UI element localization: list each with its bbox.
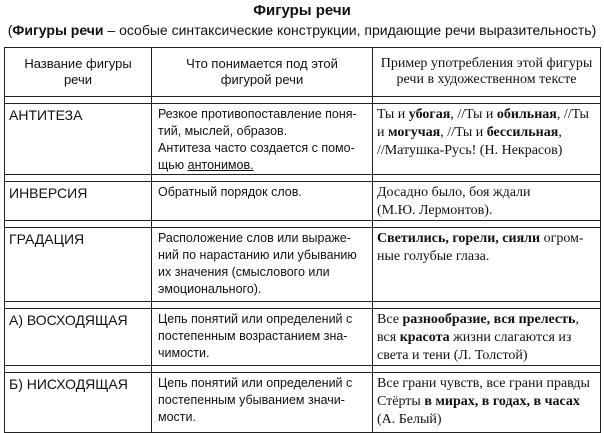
table-row	[5, 373, 601, 433]
header-name-line: Название фигуры	[24, 56, 132, 71]
subtitle-definition: – особые синтаксические конструкции, придающие речи выразительность)	[103, 22, 597, 38]
example-run: и	[377, 125, 388, 140]
example-line	[377, 347, 596, 365]
definition-line: Расположение слов или выраже-	[158, 231, 351, 245]
definition-line: ний по нарастанию или убыванию	[158, 248, 357, 262]
row-name: ГРАДАЦИЯ	[5, 228, 152, 302]
example-run: жизни слагаются из	[449, 330, 572, 345]
example-run: (А. Белый)	[377, 412, 442, 427]
definition-line: Антитеза часто создается с помо-	[158, 141, 355, 155]
row-definition	[152, 228, 373, 302]
row-name: ИНВЕРСИЯ	[5, 182, 152, 221]
example-line	[377, 184, 596, 202]
example-run: ,	[558, 125, 562, 140]
example-run: Ты и	[377, 107, 409, 122]
subtitle-bold-term: Фигуры речи	[12, 22, 104, 38]
example-run: , //Ты и	[440, 125, 487, 140]
header-example-line: речи в художественном тексте	[396, 72, 577, 87]
example-run: Досадно было, боя ждали	[377, 185, 531, 200]
example-run: света и тени (Л. Толстой)	[377, 348, 528, 363]
example-bold-run: Светились, горели, сияли	[377, 231, 541, 246]
example-run: вся	[377, 330, 400, 345]
table-row	[5, 309, 601, 366]
example-run: Все	[377, 312, 403, 327]
row-definition	[152, 373, 373, 433]
definition-line: Обратный порядок слов.	[158, 185, 302, 199]
definition-line: Резкое противопоставление поня-	[158, 107, 357, 121]
example-bold-run: обильная	[496, 107, 557, 122]
definition-line: постепенным возрастанием зна-	[158, 329, 348, 343]
example-run: огром-	[540, 231, 584, 246]
row-example	[373, 309, 601, 366]
header-example-line: Пример употребления этой фигуры	[380, 56, 593, 71]
example-run: ,	[575, 312, 579, 327]
subtitle-open-paren: (	[7, 22, 13, 38]
definition-line: мости.	[158, 410, 196, 424]
example-line	[377, 311, 596, 329]
row-name: А) ВОСХОДЯЩАЯ	[5, 309, 152, 366]
example-line	[377, 411, 596, 429]
example-run: , //Ты и	[450, 107, 497, 122]
example-bold-run: в мирах, в годах, в часах	[424, 394, 580, 409]
header-definition	[152, 48, 373, 97]
definition-line: их значения (смыслового или	[158, 265, 330, 279]
table-spacer-row	[5, 221, 601, 228]
row-example	[373, 182, 601, 221]
header-name	[5, 48, 152, 97]
header-name-line: речи	[63, 72, 93, 87]
figures-of-speech-table	[4, 47, 601, 433]
row-example	[373, 104, 601, 175]
definition-line: эмоционального).	[158, 282, 262, 296]
example-line	[377, 375, 596, 393]
table-row	[5, 228, 601, 302]
row-example	[373, 373, 601, 433]
table-spacer-row	[5, 366, 601, 373]
document-subtitle	[0, 21, 604, 39]
example-bold-run: бессильная	[486, 125, 559, 140]
example-bold-run: убогая	[408, 107, 451, 122]
definition-line: тий, мыслей, образов.	[158, 124, 288, 138]
example-run: , //Ты	[556, 107, 589, 122]
table-row	[5, 182, 601, 221]
header-definition-line: фигурой речи	[220, 72, 304, 87]
example-bold-run: могучая	[388, 125, 441, 140]
example-line	[377, 230, 596, 248]
example-run: ные голубые глаза.	[377, 249, 490, 264]
table-spacer-row	[5, 175, 601, 182]
document-title: Фигуры речи	[253, 2, 351, 19]
table-row	[5, 104, 601, 175]
header-definition-line: Что понимается под этой	[186, 56, 338, 71]
row-name: Б) НИСХОДЯЩАЯ	[5, 373, 152, 433]
example-run: Стёрты	[377, 394, 425, 409]
definition-text: щью	[158, 158, 188, 172]
example-bold-run: разнообразие, вся прелесть	[402, 312, 576, 327]
table-header-row	[5, 48, 601, 97]
example-line	[377, 329, 596, 347]
definition-line: Цепь понятий или определений с	[158, 376, 353, 390]
definition-line: чимости.	[158, 346, 210, 360]
row-definition	[152, 104, 373, 175]
example-run: (М.Ю. Лермонтов).	[377, 203, 493, 218]
row-name: АНТИТЕЗА	[5, 104, 152, 175]
table-spacer-row	[5, 97, 601, 104]
header-example	[373, 48, 601, 97]
example-line	[377, 248, 596, 266]
example-run: //Матушка-Русь! (Н. Некрасов)	[377, 143, 563, 158]
row-definition	[152, 309, 373, 366]
antonyms-link[interactable]: антонимов.	[187, 158, 254, 172]
example-line	[377, 106, 596, 124]
definition-line: постепенным убыванием значи-	[158, 393, 345, 407]
example-line	[377, 142, 596, 160]
example-line	[377, 393, 596, 411]
definition-line	[158, 157, 368, 174]
row-example	[373, 228, 601, 302]
example-line	[377, 124, 596, 142]
example-run: Все грани чувств, все грани правды	[377, 376, 590, 391]
table-spacer-row	[5, 302, 601, 309]
row-definition	[152, 182, 373, 221]
example-line	[377, 202, 596, 220]
example-bold-run: красота	[399, 330, 450, 345]
definition-line: Цепь понятий или определений с	[158, 312, 353, 326]
